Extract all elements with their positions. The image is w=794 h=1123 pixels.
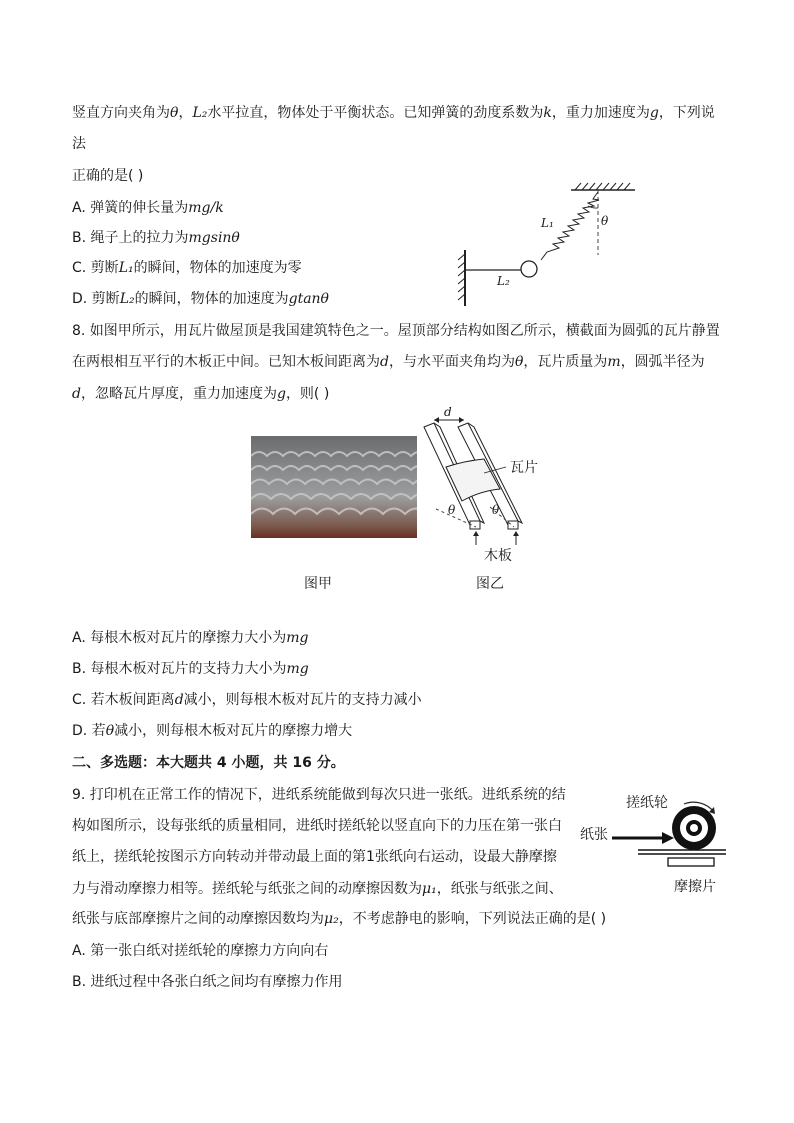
text: 纸张与底部摩擦片之间的动摩擦因数均为 [72, 911, 324, 927]
text: ，瓦片质量为 [523, 354, 608, 370]
q9-stem-line3: 纸上，搓纸轮按图示方向转动并带动最上面的第1张纸向右运动，设最大静摩擦 [72, 849, 557, 865]
math-L1: L₁ [118, 260, 134, 276]
math-g: g [276, 386, 286, 402]
label-theta-left: θ [448, 503, 456, 517]
q8-stem-line2 [72, 352, 705, 372]
q8-option-c[interactable] [72, 690, 422, 710]
option-text: D. 若 [72, 723, 106, 739]
math-L2: L₂ [192, 105, 208, 121]
math-expression: mgsinθ [188, 230, 240, 246]
option-text: D. 剪断 [72, 291, 120, 307]
option-text: C. 剪断 [72, 260, 119, 276]
spring-diagram [455, 180, 645, 310]
math-mu1: μ₁ [422, 881, 437, 897]
option-text: B. 每根木板对瓦片的支持力大小为 [72, 661, 287, 677]
label-L2: L₂ [497, 274, 510, 288]
option-text: B. 绳子上的拉力为 [72, 230, 189, 246]
caption-figure-a: 图甲 [304, 576, 332, 592]
option-text: C. 若木板间距离 [72, 692, 175, 708]
board-diagram [420, 405, 550, 565]
tile [446, 459, 500, 501]
text: ，纸张与纸张之间、 [436, 881, 563, 897]
wall-hatch [458, 254, 465, 300]
q8-board-figure [420, 405, 550, 565]
text: ，忽略瓦片厚度，重力加速度为 [80, 386, 277, 402]
math-expression: mg/k [188, 200, 224, 216]
label-L1: L₁ [541, 216, 554, 230]
label-d: d [444, 405, 452, 419]
option-text: A. 每根木板对瓦片的摩擦力大小为 [72, 630, 287, 646]
q7-stem-line2: 法 [72, 136, 86, 152]
text: ，则( ) [285, 386, 330, 402]
q8-option-a[interactable] [72, 628, 308, 648]
math-expression: gtanθ [288, 291, 329, 307]
right-board-end [508, 521, 518, 529]
option-text: 减小，则每根木板对瓦片的支持力减小 [183, 692, 422, 708]
text: ，不考虑静电的影响，下列说法正确的是( ) [338, 911, 607, 927]
math-k: k [543, 105, 552, 121]
label-friction-pad: 摩擦片 [674, 879, 716, 895]
math-d: d [174, 692, 184, 708]
q8-stem-line3 [72, 384, 329, 404]
q7-option-b[interactable] [72, 228, 240, 248]
q7-option-d[interactable] [72, 289, 329, 309]
math-d: d [72, 386, 81, 402]
label-tile: 瓦片 [510, 460, 538, 476]
text: ，重力加速度为 [551, 105, 650, 121]
q9-printer-figure [578, 792, 726, 896]
ceiling-hatch [575, 183, 630, 190]
q8-option-b[interactable] [72, 659, 309, 679]
q9-stem-line5 [72, 909, 606, 929]
q9-option-b[interactable]: B. 进纸过程中各张白纸之间均有摩擦力作用 [72, 974, 343, 990]
option-text: 减小，则每根木板对瓦片的摩擦力增大 [114, 723, 353, 739]
math-mu2: μ₂ [324, 911, 339, 927]
label-theta-right: θ [492, 503, 500, 517]
math-expression: mg [286, 661, 309, 677]
text: 力与滑动摩擦力相等。搓纸轮与纸张之间的动摩擦因数为 [72, 881, 422, 897]
q7-option-c[interactable] [72, 258, 302, 278]
paper-arrow-head [662, 832, 674, 844]
math-theta: θ [170, 105, 179, 121]
math-g: g [649, 105, 659, 121]
math-d: d [380, 354, 389, 370]
label-roller: 搓纸轮 [626, 795, 668, 811]
label-board: 木板 [484, 548, 512, 564]
roof-tile-photo [251, 436, 417, 538]
label-theta: θ [601, 214, 609, 228]
text: 水平拉直，物体处于平衡状态。已知弹簧的劲度系数为 [207, 105, 544, 121]
option-text: A. 弹簧的伸长量为 [72, 200, 189, 216]
text: ，下列说 [658, 105, 715, 121]
math-theta: θ [514, 354, 524, 370]
text: 竖直方向夹角为 [72, 105, 170, 121]
math-m: m [607, 354, 621, 370]
roof-photo-drawing [251, 436, 417, 538]
roller-center [690, 824, 698, 832]
option-text: 的瞬间，物体的加速度为零 [133, 260, 302, 276]
text: ，与水平面夹角均为 [388, 354, 515, 370]
q9-stem-line2: 构如图所示，设每张纸的质量相同，进纸时搓纸轮以竖直向下的力压在第一张白 [72, 818, 562, 834]
math-theta: θ [105, 723, 115, 739]
math-expression: mg [286, 630, 309, 646]
text: ， [178, 105, 193, 121]
text: ，圆弧半径为 [620, 354, 705, 370]
section-heading-multiple-choice: 二、多选题：本大题共 4 小题，共 16 分。 [72, 755, 345, 771]
q7-stem-line1 [72, 103, 715, 123]
q7-spring-figure [455, 180, 645, 310]
q8-option-d[interactable] [72, 721, 352, 741]
caption-figure-b: 图乙 [476, 576, 504, 592]
ball [521, 261, 537, 277]
q9-stem-line4 [72, 879, 563, 899]
option-text: 的瞬间，物体的加速度为 [134, 291, 289, 307]
q9-stem-line1: 9. 打印机在正常工作的情况下，进纸系统能做到每次只进一张纸。进纸系统的结 [72, 787, 566, 803]
friction-pad [668, 858, 714, 866]
label-paper: 纸张 [580, 827, 608, 843]
text: 在两根相互平行的木板正中间。已知木板间距离为 [72, 354, 380, 370]
q7-option-a[interactable] [72, 198, 224, 218]
math-L2: L₂ [119, 291, 135, 307]
q7-stem-line3: 正确的是( ) [72, 168, 144, 184]
q8-stem-line1: 8. 如图甲所示，用瓦片做屋顶是我国建筑特色之一。屋顶部分结构如图乙所示，横截面为圆弧的瓦片静置 [72, 323, 720, 339]
q9-option-a[interactable]: A. 第一张白纸对搓纸轮的摩擦力方向向右 [72, 943, 329, 959]
